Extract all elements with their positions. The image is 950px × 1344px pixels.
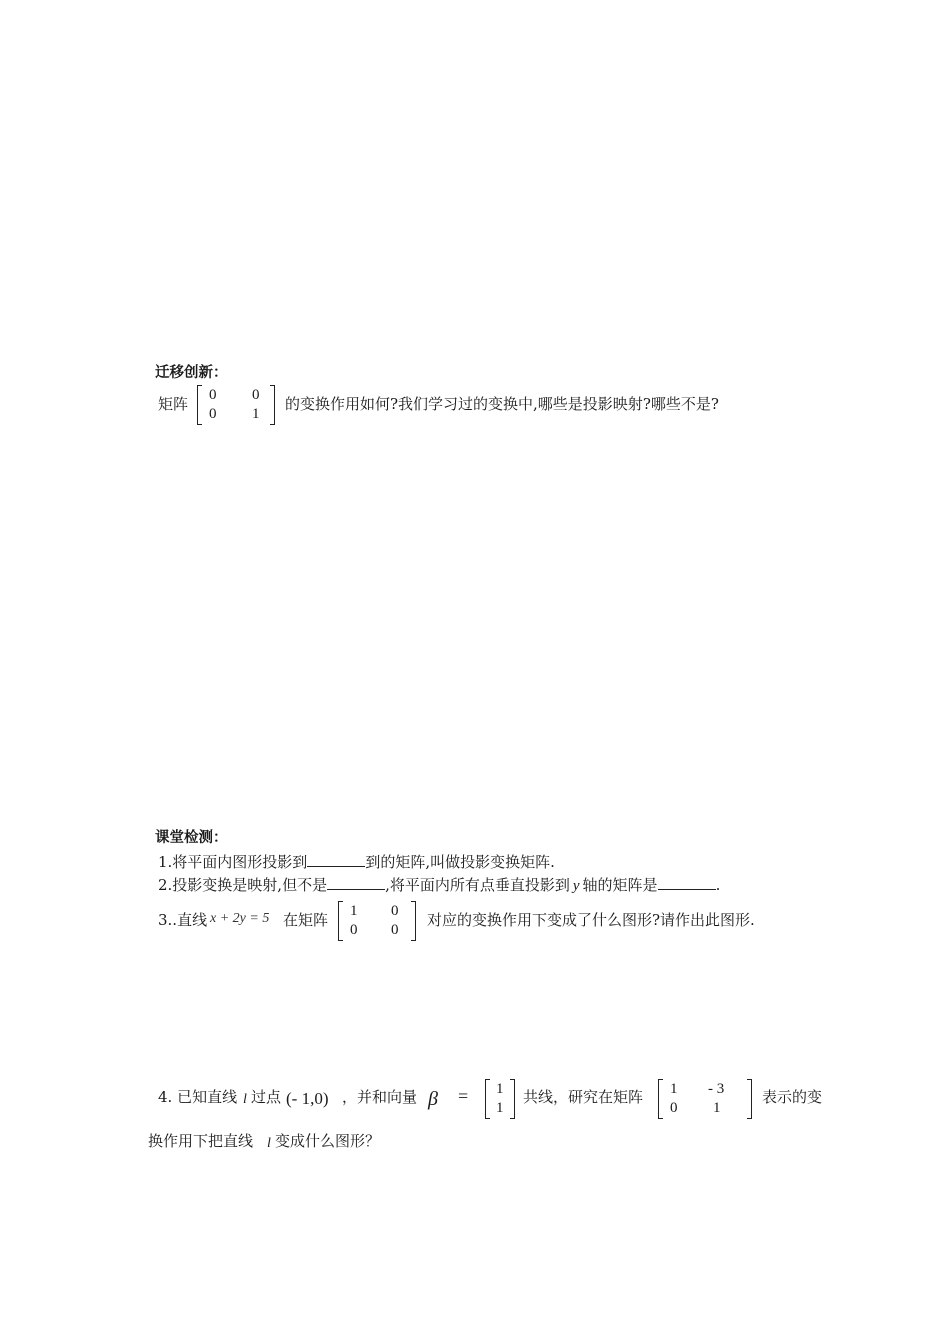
matrix-cell: 0 [209,387,217,403]
point-coordinates: (- 1,0) [286,1089,329,1108]
matrix-cell: 1 [350,903,358,919]
section-heading-classroom-check: 课堂检测： [155,830,228,846]
matrix-cell: 0 [391,903,399,919]
matrix-cell: 0 [252,387,260,403]
matrix-1000 [338,901,416,941]
matrix-cell: 0 [391,922,399,938]
equation-line: x + 2y = 5 [210,911,270,926]
vector-cell: 1 [496,1081,504,1097]
question-text: 的变换作用如何?我们学习过的变换中,哪些是投影映射?哪些不是? [285,395,719,413]
exercise-1 [158,851,555,872]
matrix-cell: 1 [670,1081,678,1097]
exercise-4-text-c: ，并和向量 [342,1088,418,1106]
matrix-cell: 0 [670,1100,678,1116]
matrix-cell: 1 [713,1100,721,1116]
exercise-3-text-c: 对应的变换作用下变成了什么图形?请作出此图形. [427,911,755,929]
equals-sign: = [458,1086,469,1106]
exercise-2-text-b: ,将平面内所有点垂直投影到 [385,876,570,894]
exercise-1-text-a: 1.将平面内图形投影到 [158,853,308,871]
var-l: l [267,1136,271,1151]
section-heading-transfer: 迁移创新： [155,365,228,381]
exercise-4-text-b: 过点 [251,1088,282,1106]
exercise-4-text-g: 变成什么图形？ [275,1132,381,1150]
vector-cell: 1 [496,1100,504,1116]
matrix-1-3-01 [658,1079,752,1119]
exercise-4-text-e: 表示的变 [762,1088,823,1106]
exercise-3-text-a: 3..直线 [158,911,208,929]
matrix-cell: 1 [252,406,260,422]
matrix-0001 [197,385,275,425]
answer-blank [307,852,365,867]
matrix-cell: 0 [350,922,358,938]
answer-blank [327,875,385,890]
exercise-2 [158,874,720,895]
exercise-4-text-f: 换作用下把直线 [148,1132,254,1150]
var-beta: β [428,1088,438,1110]
exercise-2-text-a: 2.投影变换是映射,但不是 [158,876,328,894]
exercise-2-text-d: . [715,876,721,894]
exercise-3-text-b: 在矩阵 [283,911,329,929]
matrix-cell: - 3 [708,1081,725,1097]
exercise-1-text-b: 到的矩阵,叫做投影变换矩阵. [365,853,555,871]
exercise-2-text-c: 轴的矩阵是 [582,876,658,894]
var-l: l [243,1092,247,1107]
matrix-cell: 0 [209,406,217,422]
question-prefix: 矩阵 [158,395,189,413]
exercise-4-text-d: 共线，研究在矩阵 [523,1088,644,1106]
column-vector [485,1079,515,1119]
exercise-4-text-a: 4. 已知直线 [158,1088,238,1106]
var-y: y [572,878,580,894]
answer-blank [658,875,716,890]
